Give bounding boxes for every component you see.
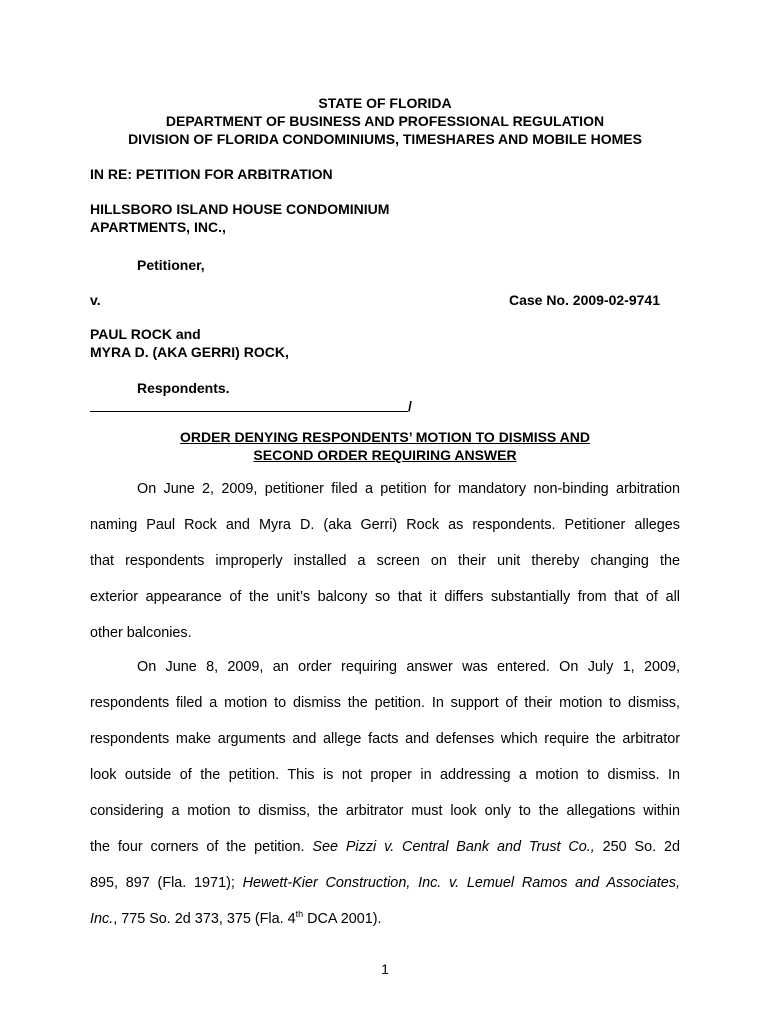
paragraph-2-line: respondents make arguments and allege facts and defenses which require the arbitrator: [90, 731, 680, 747]
paragraph-1-line: On June 2, 2009, petitioner filed a petition for mandatory non-binding arbitration: [137, 481, 680, 497]
paragraph-2-line-citation: [90, 874, 680, 892]
case-citation-pizzi: See Pizzi v. Central Bank and Trust Co.,: [312, 839, 595, 855]
case-citation-hewett-kier: Hewett-Kier Construction, Inc. v. Lemuel Ramos and Associates,: [242, 875, 680, 891]
header-department: DEPARTMENT OF BUSINESS AND PROFESSIONAL REGULATION: [165, 113, 605, 129]
in-re-line: IN RE: PETITION FOR ARBITRATION: [90, 166, 333, 182]
paragraph-2-line-citation: [90, 910, 680, 928]
order-title-line2: SECOND ORDER REQUIRING ANSWER: [253, 447, 517, 463]
ordinal-superscript: th: [295, 909, 304, 919]
paragraph-2-line: respondents filed a motion to dismiss the petition. In support of their motion to dismiss,: [90, 695, 680, 711]
caption-separator-rule: [90, 411, 408, 412]
paragraph-2-line: On June 8, 2009, an order requiring answer was entered. On July 1, 2009,: [137, 659, 680, 675]
paragraph-1-line: naming Paul Rock and Myra D. (aka Gerri) Rock as respondents. Petitioner alleges: [90, 517, 680, 533]
respondent-name-line1: PAUL ROCK and: [90, 326, 201, 342]
paragraph-2-line: considering a motion to dismiss, the arbitrator must look only to the allegations within: [90, 803, 680, 819]
paragraph-1-line: that respondents improperly installed a screen on their unit thereby changing the: [90, 553, 680, 569]
petitioner-name-line1: HILLSBORO ISLAND HOUSE CONDOMINIUM: [90, 201, 390, 217]
order-title-line1: ORDER DENYING RESPONDENTS’ MOTION TO DISMISS AND: [180, 429, 590, 445]
header-state: STATE OF FLORIDA: [318, 95, 452, 111]
text-run: , 775 So. 2d 373, 375 (Fla. 4: [113, 911, 296, 927]
petitioner-role: Petitioner,: [137, 257, 205, 273]
caption-separator-slash: /: [408, 398, 412, 414]
paragraph-1-line: exterior appearance of the unit’s balcony so that it differs substantially from that of all: [90, 589, 680, 605]
text-run: 895, 897 (Fla. 1971);: [90, 875, 243, 891]
paragraph-1-line: other balconies.: [90, 625, 192, 641]
header-division: DIVISION OF FLORIDA CONDOMINIUMS, TIMESHARES AND MOBILE HOMES: [128, 131, 642, 147]
versus: v.: [90, 292, 101, 308]
respondent-role: Respondents.: [137, 380, 230, 396]
case-number: Case No. 2009-02-9741: [509, 292, 660, 308]
text-run: DCA 2001).: [303, 911, 382, 927]
case-citation-hewett-kier-end: Inc.: [90, 911, 114, 927]
page-number: 1: [381, 961, 389, 977]
text-run: 250 So. 2d: [594, 839, 680, 855]
paragraph-2-line-citation: [90, 838, 680, 856]
paragraph-2-line: look outside of the petition. This is not proper in addressing a motion to dismiss. In: [90, 767, 680, 783]
respondent-name-line2: MYRA D. (AKA GERRI) ROCK,: [90, 344, 289, 360]
text-run: the four corners of the petition.: [90, 839, 313, 855]
petitioner-name-line2: APARTMENTS, INC.,: [90, 219, 226, 235]
